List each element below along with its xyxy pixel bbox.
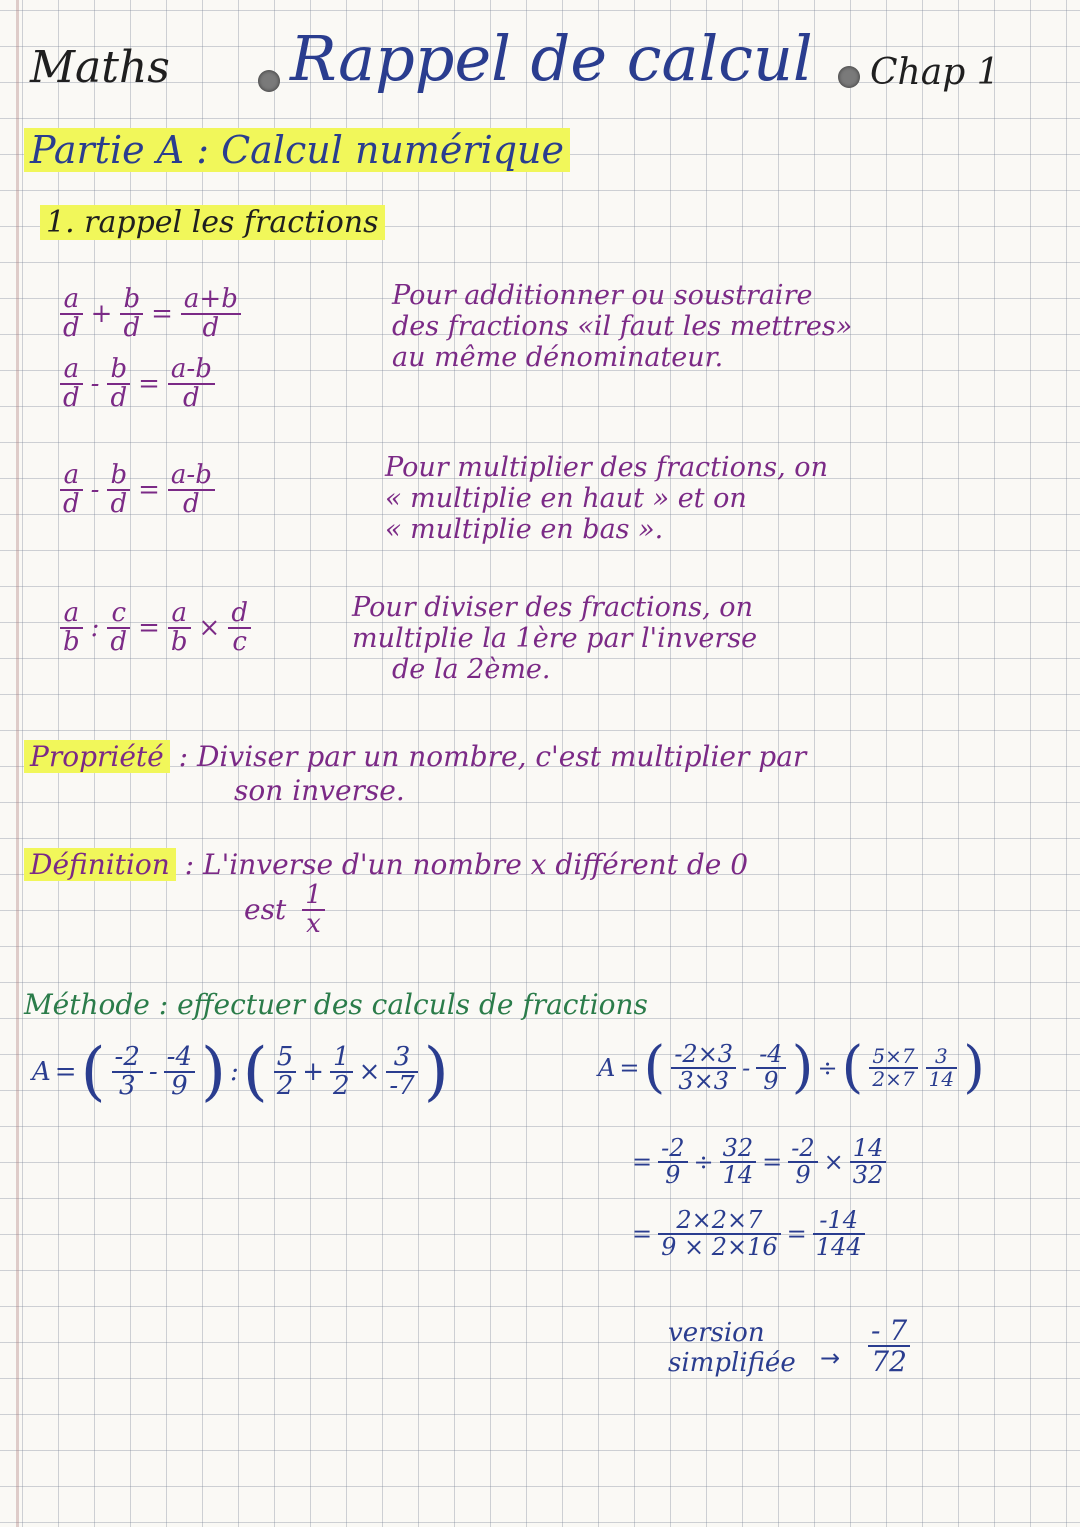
num: 32 bbox=[720, 1136, 757, 1163]
num: a bbox=[60, 356, 83, 385]
num: 2×2×7 bbox=[658, 1208, 781, 1235]
frac bbox=[868, 1316, 910, 1377]
num: 1 bbox=[330, 1044, 353, 1073]
num: b bbox=[107, 462, 130, 491]
equals: = bbox=[619, 1054, 640, 1082]
times: × bbox=[198, 613, 221, 644]
equals: = bbox=[151, 299, 173, 330]
num: c bbox=[107, 600, 130, 629]
simplified-label-line-2: simplifiée bbox=[668, 1348, 796, 1378]
rule-line: de la 2ème. bbox=[392, 654, 551, 685]
rule-line: « multiplie en haut » et on bbox=[385, 483, 747, 514]
num: a bbox=[60, 462, 83, 491]
paren-open: ( bbox=[242, 1035, 268, 1109]
den: d bbox=[110, 627, 128, 658]
paren-open: ( bbox=[841, 1035, 864, 1100]
den: 9 bbox=[171, 1071, 188, 1101]
rule-line: Pour multiplier des fractions, on bbox=[385, 452, 828, 483]
den: 3 bbox=[118, 1071, 136, 1101]
expr-name: A bbox=[32, 1057, 51, 1087]
divide: : bbox=[229, 1057, 239, 1087]
frac bbox=[850, 1136, 887, 1188]
num: a bbox=[60, 600, 83, 629]
den: b bbox=[63, 627, 80, 658]
header-subject: Maths bbox=[30, 42, 170, 93]
frac-b-d bbox=[107, 356, 130, 413]
frac-result bbox=[168, 356, 215, 413]
frac-c-d bbox=[107, 600, 130, 657]
den: d bbox=[63, 313, 80, 344]
rule-divide bbox=[352, 592, 757, 685]
num: -14 bbox=[813, 1208, 865, 1235]
frac bbox=[926, 1046, 957, 1090]
frac-result bbox=[181, 286, 241, 343]
operator: - bbox=[90, 369, 100, 400]
definition-fraction bbox=[302, 882, 325, 939]
rule-line: « multiplie en bas ». bbox=[385, 514, 664, 545]
frac bbox=[658, 1208, 781, 1260]
frac bbox=[386, 1041, 417, 1101]
frac bbox=[658, 1136, 687, 1188]
num: 5×7 bbox=[869, 1046, 917, 1069]
definition-est: est bbox=[244, 893, 287, 927]
frac-a-d bbox=[60, 356, 83, 413]
times: × bbox=[823, 1148, 844, 1177]
num: -2×3 bbox=[671, 1042, 736, 1069]
minus: - bbox=[148, 1057, 158, 1087]
num: b bbox=[107, 356, 130, 385]
den: 144 bbox=[815, 1233, 862, 1262]
arrow-icon: → bbox=[820, 1344, 841, 1372]
num: a-b bbox=[168, 462, 215, 491]
rule-line: des fractions «il faut les mettres» bbox=[392, 311, 853, 342]
den: 9 × 2×16 bbox=[661, 1233, 778, 1262]
num: a-b bbox=[168, 356, 215, 385]
definition-block bbox=[24, 848, 748, 939]
den: d bbox=[63, 489, 80, 520]
divide: ÷ bbox=[693, 1148, 714, 1177]
punch-hole-2 bbox=[838, 66, 860, 88]
definition-line-1 bbox=[24, 848, 748, 882]
rule-line: Pour diviser des fractions, on bbox=[352, 592, 753, 623]
frac bbox=[330, 1041, 353, 1101]
header-title: Rappel de calcul bbox=[290, 22, 813, 95]
frac-b-d bbox=[120, 286, 143, 343]
frac-a-b-result bbox=[168, 600, 191, 657]
formula-add bbox=[58, 286, 243, 343]
paren-close: ) bbox=[791, 1035, 814, 1100]
paren-close: ) bbox=[423, 1035, 449, 1109]
num: 3 bbox=[926, 1046, 957, 1069]
den: d bbox=[183, 489, 200, 520]
den: 2 bbox=[276, 1071, 294, 1101]
rule-line: au même dénominateur. bbox=[392, 342, 724, 373]
equals: = bbox=[54, 1057, 77, 1087]
method-step-3 bbox=[632, 1208, 867, 1260]
frac-a-b bbox=[60, 600, 83, 657]
formula-sub bbox=[58, 356, 217, 413]
section1-title-text: 1. rappel les fractions bbox=[40, 205, 385, 240]
formula-divide bbox=[58, 600, 253, 657]
den: 2 bbox=[333, 1071, 350, 1101]
property-text-1: : Diviser par un nombre, c'est multiplier par bbox=[169, 740, 807, 773]
frac-b-d bbox=[107, 462, 130, 519]
frac-d-c-result bbox=[228, 600, 251, 657]
den: -7 bbox=[389, 1071, 415, 1101]
frac bbox=[274, 1041, 297, 1101]
property-block bbox=[24, 740, 806, 808]
den: 3×3 bbox=[678, 1067, 730, 1095]
rule-multiply bbox=[385, 452, 828, 545]
den: b bbox=[170, 627, 188, 658]
minus: - bbox=[742, 1054, 751, 1082]
times: × bbox=[358, 1057, 381, 1087]
formula-multiply bbox=[58, 462, 217, 519]
equals: = bbox=[632, 1148, 653, 1177]
method-expression bbox=[32, 1035, 449, 1109]
method-title: Méthode : effectuer des calculs de fractions bbox=[24, 988, 648, 1021]
frac bbox=[756, 1039, 785, 1095]
num: -2 bbox=[658, 1136, 687, 1163]
num: a bbox=[60, 286, 83, 315]
definition-text-1: : L'inverse d'un nombre x différent de 0 bbox=[175, 848, 749, 881]
den: d bbox=[63, 383, 80, 414]
header-chapter: Chap 1 bbox=[870, 52, 1000, 93]
equals: = bbox=[786, 1220, 807, 1249]
num: -2 bbox=[112, 1044, 143, 1073]
num: 3 bbox=[386, 1044, 417, 1073]
frac bbox=[813, 1208, 865, 1260]
frac bbox=[788, 1136, 817, 1188]
equals: = bbox=[762, 1148, 783, 1177]
property-label: Propriété bbox=[24, 740, 170, 773]
property-line-1 bbox=[24, 740, 806, 774]
punch-hole-1 bbox=[258, 70, 280, 92]
den: 2×7 bbox=[872, 1067, 915, 1091]
den: d bbox=[183, 383, 200, 414]
part-a-title: Partie A : Calcul numérique bbox=[24, 128, 570, 172]
divide: ÷ bbox=[817, 1054, 838, 1082]
rule-line: Pour additionner ou soustraire bbox=[392, 280, 813, 311]
method-step-1 bbox=[598, 1035, 985, 1100]
den: 9 bbox=[763, 1067, 779, 1095]
expr-name: A bbox=[598, 1054, 616, 1082]
paren-close: ) bbox=[201, 1035, 226, 1109]
equals: = bbox=[138, 475, 160, 506]
num: d bbox=[228, 600, 251, 629]
den: d bbox=[110, 383, 128, 414]
num: -4 bbox=[164, 1044, 195, 1073]
den: 9 bbox=[795, 1161, 811, 1190]
simplified-result bbox=[866, 1316, 912, 1377]
den: c bbox=[232, 627, 247, 658]
den: 9 bbox=[665, 1161, 681, 1190]
den: d bbox=[110, 489, 128, 520]
definition-label: Définition bbox=[24, 848, 176, 881]
method-step-2 bbox=[632, 1136, 888, 1188]
equals: = bbox=[138, 369, 160, 400]
den: 72 bbox=[871, 1345, 907, 1379]
equals: = bbox=[138, 613, 160, 644]
frac bbox=[671, 1039, 736, 1095]
definition-line-2 bbox=[24, 882, 748, 939]
frac-result bbox=[168, 462, 215, 519]
paren-open: ( bbox=[80, 1035, 106, 1109]
simplified-label-line-1: version bbox=[668, 1318, 765, 1348]
plus: + bbox=[302, 1057, 325, 1087]
den: d bbox=[202, 313, 220, 344]
equals: = bbox=[632, 1220, 653, 1249]
num: a+b bbox=[181, 286, 241, 315]
frac bbox=[164, 1041, 195, 1101]
den: x bbox=[306, 909, 321, 940]
den: 14 bbox=[928, 1067, 955, 1091]
num: 1 bbox=[302, 882, 325, 911]
num: 14 bbox=[850, 1136, 887, 1163]
paren-open: ( bbox=[643, 1035, 666, 1100]
operator: : bbox=[90, 613, 100, 644]
frac bbox=[869, 1046, 917, 1090]
property-text-2: son inverse. bbox=[234, 774, 405, 807]
den: d bbox=[123, 313, 141, 344]
frac bbox=[720, 1136, 757, 1188]
operator: - bbox=[90, 475, 100, 506]
operator: + bbox=[90, 299, 113, 330]
num: a bbox=[168, 600, 191, 629]
num: -4 bbox=[756, 1042, 785, 1069]
num: b bbox=[120, 286, 143, 315]
rule-add-sub bbox=[392, 280, 852, 373]
frac-a-d bbox=[60, 462, 83, 519]
den: 14 bbox=[722, 1161, 754, 1190]
paren-close: ) bbox=[963, 1035, 985, 1100]
den: 32 bbox=[852, 1161, 884, 1190]
frac-a-d bbox=[60, 286, 83, 343]
section1-title bbox=[40, 205, 385, 240]
num: -2 bbox=[788, 1136, 817, 1163]
rule-line: multiplie la 1ère par l'inverse bbox=[352, 623, 758, 654]
num: 5 bbox=[274, 1044, 297, 1073]
simplified-label bbox=[668, 1318, 796, 1378]
frac bbox=[112, 1041, 143, 1101]
num: - 7 bbox=[868, 1316, 910, 1347]
